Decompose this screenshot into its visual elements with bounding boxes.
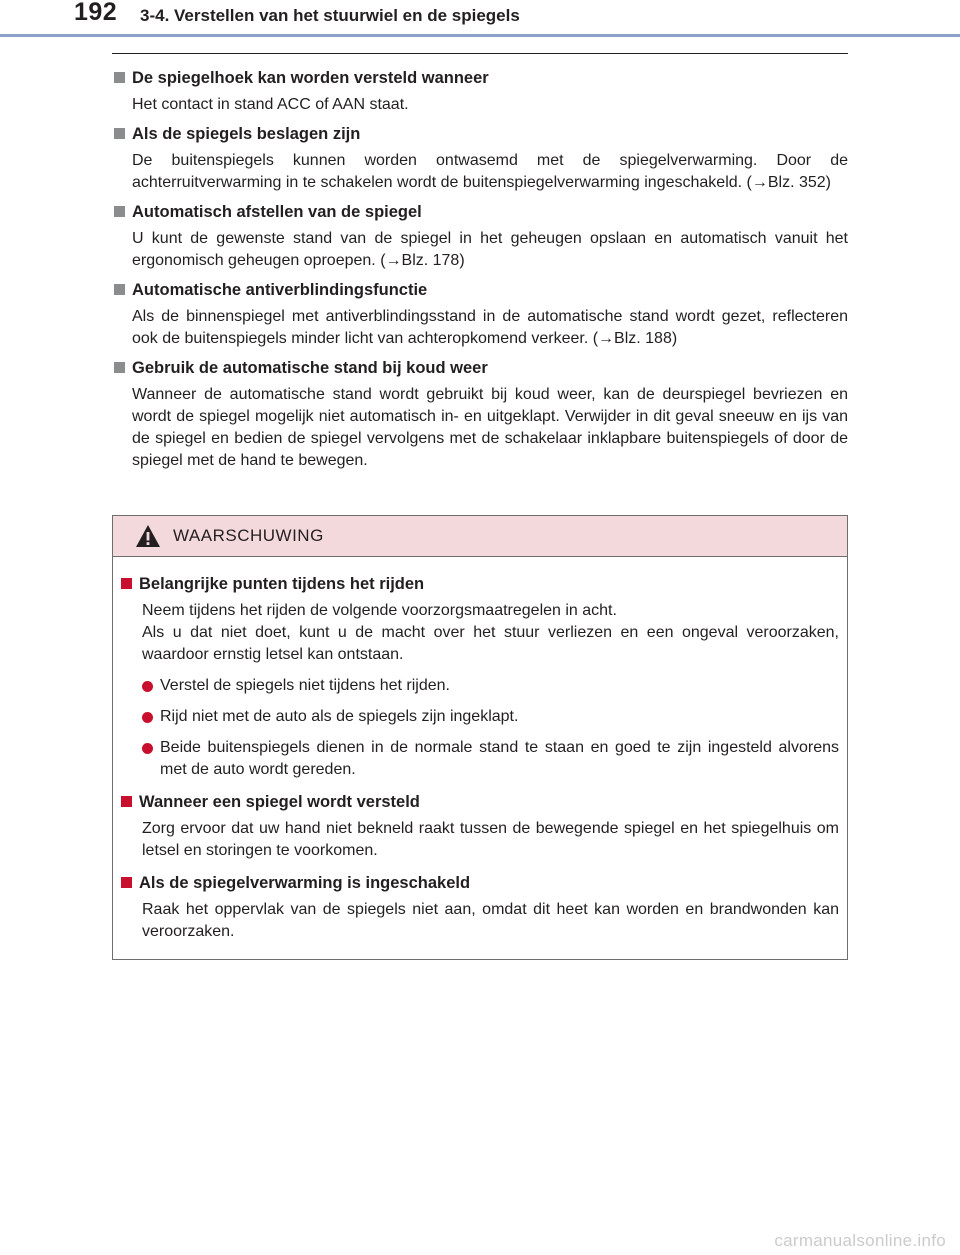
section-body: U kunt de gewenste stand van de spiegel in het geheugen opslaan en automatisch vanuit het ergonomisch geheugen oproepen. (→Blz. 178) bbox=[132, 230, 848, 269]
section-title: De spiegelhoek kan worden versteld wanneer bbox=[132, 69, 489, 87]
chapter-title: 3-4. Verstellen van het stuurwiel en de spiegels bbox=[140, 6, 520, 25]
section bbox=[112, 357, 848, 472]
section-body: Als de binnenspiegel met antiverblindingsstand in de automatische stand wordt gezet, reflecteren ook de buitenspiegels minder licht van achteropkomend verkeer. (→Blz. 188) bbox=[132, 308, 848, 347]
warning-paragraph: Zorg ervoor dat uw hand niet bekneld raakt tussen de bewegende spiegel en het spiegelhuis om letsel en storingen te voorkomen. bbox=[142, 820, 839, 859]
gray-square-icon bbox=[114, 72, 125, 83]
warning-bullet bbox=[142, 706, 839, 728]
warning-body bbox=[113, 557, 847, 943]
section bbox=[112, 201, 848, 272]
section bbox=[112, 67, 848, 116]
section-title: Automatisch afstellen van de spiegel bbox=[132, 203, 422, 221]
warning-triangle-icon bbox=[135, 524, 161, 548]
warning-section bbox=[119, 573, 839, 781]
warning-section-title: Als de spiegelverwarming is ingeschakeld bbox=[139, 874, 471, 892]
red-dot-icon bbox=[142, 743, 153, 754]
warning-label: WAARSCHUWING bbox=[173, 526, 324, 545]
content-top-rule bbox=[112, 53, 848, 54]
section-title: Gebruik de automatische stand bij koud weer bbox=[132, 359, 488, 377]
warning-header bbox=[113, 516, 847, 557]
red-dot-icon bbox=[142, 681, 153, 692]
section-body: De buitenspiegels kunnen worden ontwasemd met de spiegelverwarming. Door de achterruitverwarming in te schakelen wordt de buitenspiegelverwarming ingeschakeld. (→Blz. 352) bbox=[132, 152, 848, 191]
section-title: Als de spiegels beslagen zijn bbox=[132, 125, 361, 143]
section-title: Automatische antiverblindingsfunctie bbox=[132, 281, 428, 299]
warning-box bbox=[112, 515, 848, 960]
bullet-text: Verstel de spiegels niet tijdens het rijden. bbox=[160, 677, 450, 694]
section-body: Het contact in stand ACC of AAN staat. bbox=[132, 96, 409, 113]
main-content bbox=[112, 67, 848, 479]
section bbox=[112, 279, 848, 350]
bullet-text: Beide buitenspiegels dienen in de normale stand te staan en goed te zijn ingesteld alvorens met de auto wordt gereden. bbox=[160, 739, 839, 778]
warning-paragraph: Neem tijdens het rijden de volgende voorzorgsmaatregelen in acht. bbox=[142, 602, 617, 619]
page-number: 192 bbox=[74, 0, 118, 26]
warning-bullet bbox=[142, 737, 839, 781]
red-square-icon bbox=[121, 877, 132, 888]
watermark: carmanualsonline.info bbox=[774, 1231, 946, 1250]
warning-section bbox=[119, 872, 839, 943]
warning-section bbox=[119, 791, 839, 862]
warning-bullet bbox=[142, 675, 839, 697]
bullet-text: Rijd niet met de auto als de spiegels zijn ingeklapt. bbox=[160, 708, 519, 725]
warning-section-title: Wanneer een spiegel wordt versteld bbox=[139, 793, 420, 811]
warning-section-title: Belangrijke punten tijdens het rijden bbox=[139, 575, 425, 593]
warning-paragraph: Raak het oppervlak van de spiegels niet aan, omdat dit heet kan worden en brandwonden kan veroorzaken. bbox=[142, 901, 839, 940]
gray-square-icon bbox=[114, 206, 125, 217]
gray-square-icon bbox=[114, 284, 125, 295]
section-body: Wanneer de automatische stand wordt gebruikt bij koud weer, kan de deurspiegel bevriezen en wordt de spiegel mogelijk niet automatisch in- en uitgeklapt. Verwijder in dit geval sneeuw en ijs van de spiegel en bedien de spiegel vervolgens met de schakelaar inklapbare buitenspiegels of door de spiegel met de hand te bewegen. bbox=[132, 386, 848, 469]
header-rule bbox=[0, 34, 960, 37]
red-square-icon bbox=[121, 578, 132, 589]
gray-square-icon bbox=[114, 128, 125, 139]
section bbox=[112, 123, 848, 194]
red-square-icon bbox=[121, 796, 132, 807]
gray-square-icon bbox=[114, 362, 125, 373]
red-dot-icon bbox=[142, 712, 153, 723]
warning-paragraph: Als u dat niet doet, kunt u de macht over het stuur verliezen en een ongeval veroorzaken, waardoor ernstig letsel kan ontstaan. bbox=[142, 624, 839, 663]
